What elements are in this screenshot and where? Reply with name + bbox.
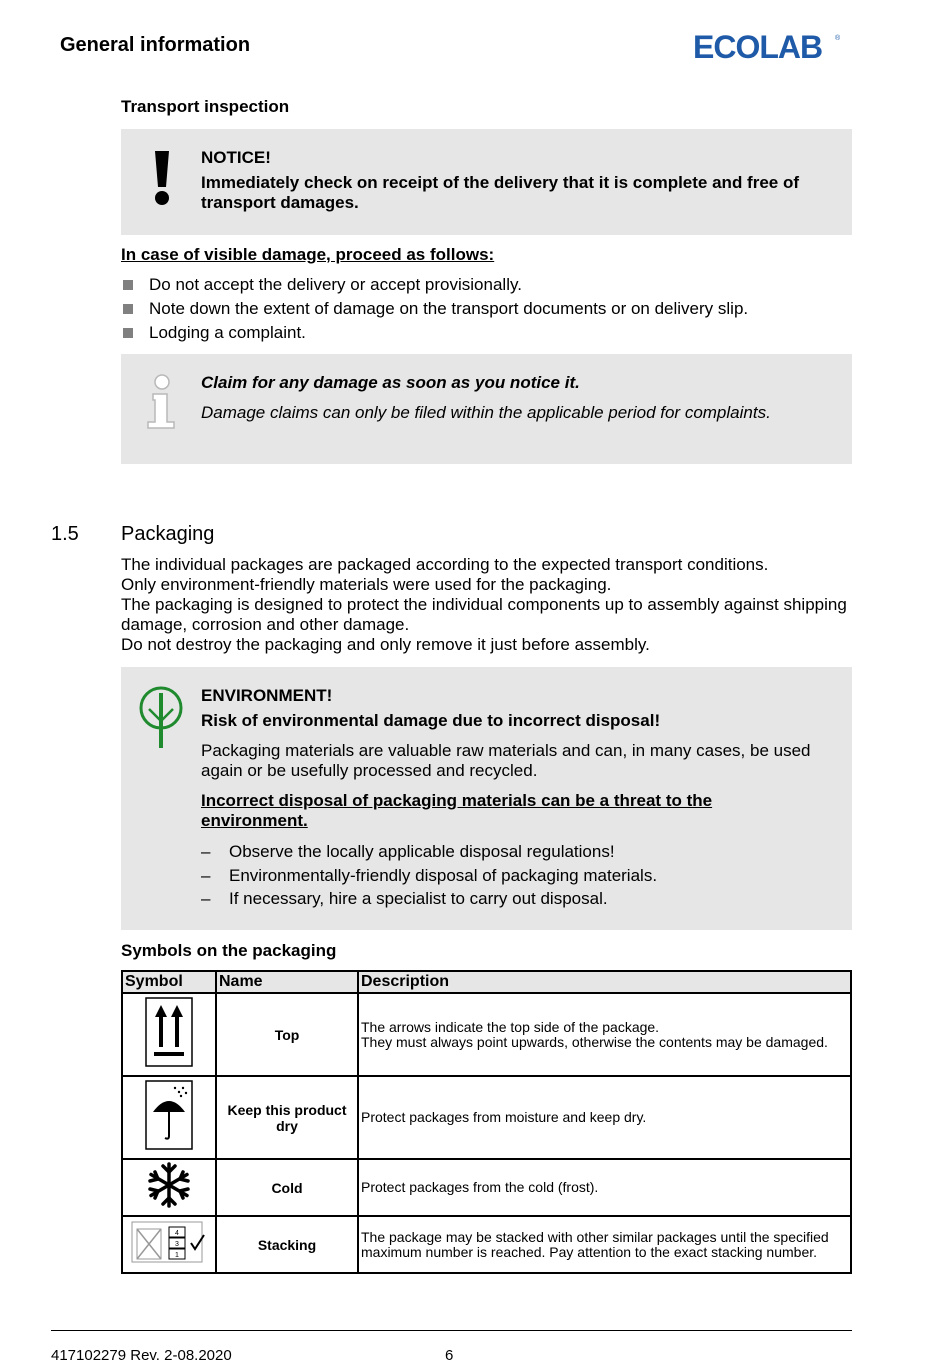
- symbols-heading: Symbols on the packaging: [121, 941, 337, 960]
- this-way-up-icon: [145, 997, 193, 1067]
- list-item: Do not accept the delivery or accept provisionally.: [121, 273, 841, 297]
- notice-text: Immediately check on receipt of the delivery that it is complete and free of transport damages.: [201, 173, 800, 212]
- section-title: Packaging: [121, 523, 215, 545]
- snowflake-icon: [144, 1161, 194, 1209]
- paragraph: The individual packages are packaged according to the expected transport conditions.: [121, 555, 769, 574]
- table-row: [122, 1076, 851, 1159]
- list-item: – If necessary, hire a specialist to carry out disposal.: [201, 889, 608, 908]
- info-icon: [145, 374, 177, 432]
- disposal-list: [201, 840, 821, 911]
- section-number: 1.5: [51, 523, 79, 545]
- environment-label: ENVIRONMENT!: [201, 686, 333, 705]
- symbol-name: Keep this product dry: [216, 1076, 358, 1159]
- transport-inspection-heading: Transport inspection: [121, 97, 290, 116]
- symbol-description: The arrows indicate the top side of the package. They must always point upwards, otherwise the contents may be damaged.: [358, 993, 851, 1076]
- info-box: [121, 354, 852, 464]
- table-row: [122, 1159, 851, 1216]
- page-number: 6: [445, 1347, 454, 1364]
- environment-warning: Incorrect disposal of packaging materials can be a threat to the environment.: [201, 791, 713, 830]
- ecolab-logo: [693, 28, 843, 64]
- list-item: Note down the extent of damage on the transport documents or on delivery slip.: [121, 297, 841, 321]
- symbols-table: [121, 970, 852, 1274]
- symbol-description: Protect packages from moisture and keep dry.: [358, 1076, 851, 1159]
- list-item: – Environmentally-friendly disposal of packaging materials.: [201, 865, 658, 885]
- symbol-name: Top: [216, 993, 358, 1076]
- symbol-description: The package may be stacked with other similar packages until the specified maximum number is reached. Pay attention to the exact stacking number.: [358, 1216, 851, 1273]
- exclamation-icon: [150, 149, 174, 207]
- notice-label: NOTICE!: [201, 148, 271, 167]
- paragraph: Only environment-friendly materials were used for the packaging.: [121, 575, 612, 594]
- column-header: Description: [358, 971, 851, 993]
- column-header: Symbol: [122, 971, 216, 993]
- column-header: Name: [216, 971, 358, 993]
- svg-text:ECOLAB: ECOLAB: [693, 29, 823, 64]
- page-header-title: General information: [60, 34, 251, 56]
- environment-subtitle: Risk of environmental damage due to incorrect disposal!: [201, 711, 661, 730]
- svg-text:1: 1: [175, 1252, 179, 1259]
- packaging-paragraphs: [121, 555, 852, 655]
- table-row: [122, 1216, 851, 1273]
- keep-dry-umbrella-icon: [145, 1080, 193, 1150]
- symbol-description: Protect packages from the cold (frost).: [358, 1159, 851, 1216]
- stacking-icon: [131, 1219, 207, 1265]
- info-text: Damage claims can only be filed within the applicable period for complaints.: [201, 403, 771, 422]
- svg-text:®: ®: [835, 35, 841, 42]
- table-row: [122, 993, 851, 1076]
- svg-text:4: 4: [175, 1230, 179, 1237]
- list-item: – Observe the locally applicable disposal regulations!: [201, 842, 615, 861]
- damage-procedure-heading: In case of visible damage, proceed as follows:: [121, 245, 495, 264]
- notice-box: [121, 129, 852, 235]
- environment-box: [121, 667, 852, 930]
- damage-steps-list: [121, 273, 841, 345]
- table-header-row: [122, 971, 851, 993]
- list-item: Lodging a complaint.: [121, 321, 841, 345]
- document-number: 417102279 Rev. 2-08.2020: [51, 1347, 232, 1364]
- svg-text:3: 3: [175, 1241, 179, 1248]
- paragraph: Do not destroy the packaging and only remove it just before assembly.: [121, 635, 650, 654]
- environment-text: Packaging materials are valuable raw materials and can, in many cases, be used again or be usefully processed and recycled.: [201, 741, 811, 780]
- tree-icon: [137, 685, 185, 749]
- footer-divider: [51, 1330, 852, 1331]
- symbol-name: Stacking: [216, 1216, 358, 1273]
- paragraph: The packaging is designed to protect the individual components up to assembly against shipping damage, corrosion and other damage.: [121, 595, 847, 634]
- symbol-name: Cold: [216, 1159, 358, 1216]
- info-title: Claim for any damage as soon as you notice it.: [201, 373, 580, 392]
